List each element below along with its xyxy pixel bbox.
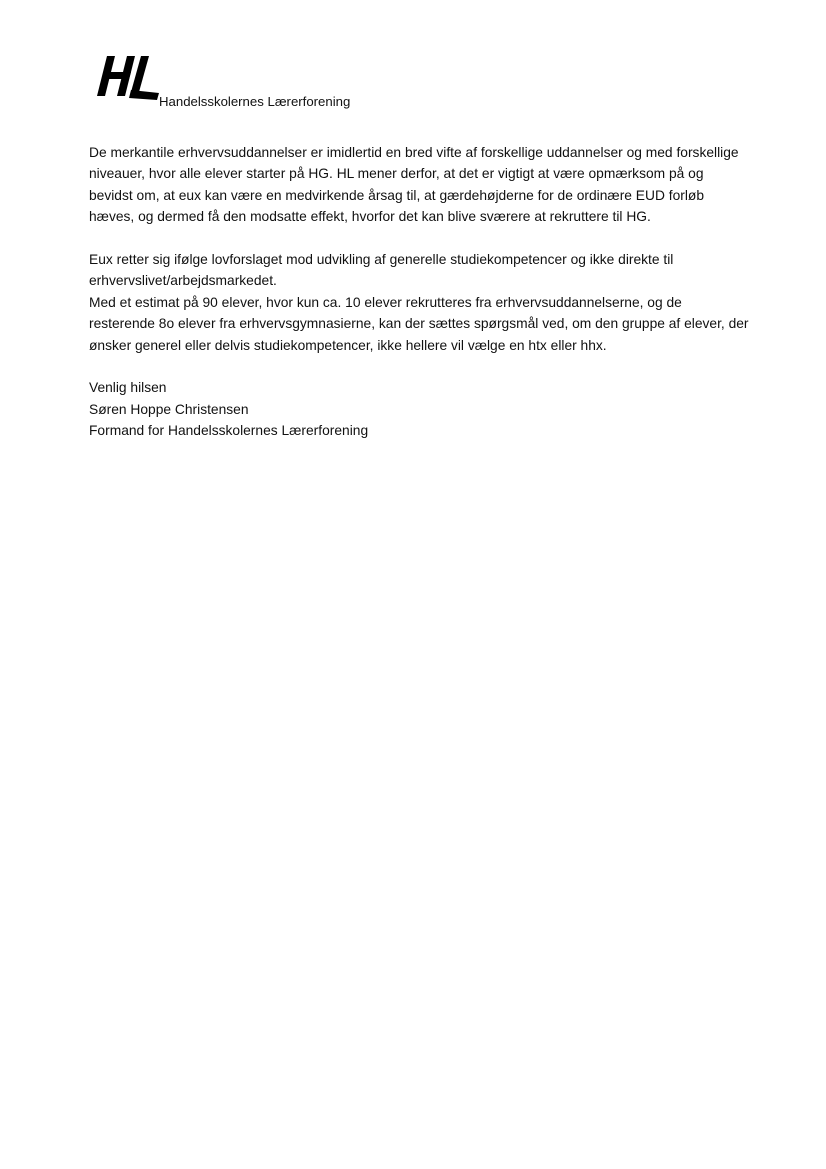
paragraph-1: De merkantile erhvervsuddannelser er imidlertid en bred vifte af forskellige uddannelser og med forskellige niveauer, hvor alle elever starter på HG. HL mener derfor, at det er vigtigt at være opmærksom på og bevidst om, at eux kan være en medvirkende årsag til, at gærdehøjderne for de ordinære EUD forløb hæves, og dermed få den modsatte effekt, hvorfor det kan blive sværere at rekruttere til HG. (89, 145, 739, 225)
paragraph-2: Eux retter sig ifølge lovforslaget mod udvikling af generelle studiekompetencer og ikke direkte til erhvervslivet/arbejdsmarkedet. Med et estimat på 90 elever, hvor kun ca. 10 elever rekrutteres fra erhvervsuddannelserne, og de resterende 8o elever fra erhvervsgymnasierne, kan der sættes spørgsmål ved, om den gruppe af elever, der ønsker generel eller delvis studiekompetencer, ikke hellere vil vælge en htx eller hhx. (89, 252, 749, 353)
paragraph-spacer (89, 228, 769, 249)
closing-greeting: Venlig hilsen (89, 380, 167, 396)
closing-block (89, 377, 769, 441)
letter-body (89, 142, 769, 442)
paragraph-spacer (89, 356, 769, 377)
hl-logo (93, 52, 161, 104)
organization-name: Handelsskolernes Lærerforening (159, 94, 351, 109)
signatory-name: Søren Hoppe Christensen (89, 401, 249, 417)
signatory-title: Formand for Handelsskolernes Lærerforening (89, 423, 369, 439)
